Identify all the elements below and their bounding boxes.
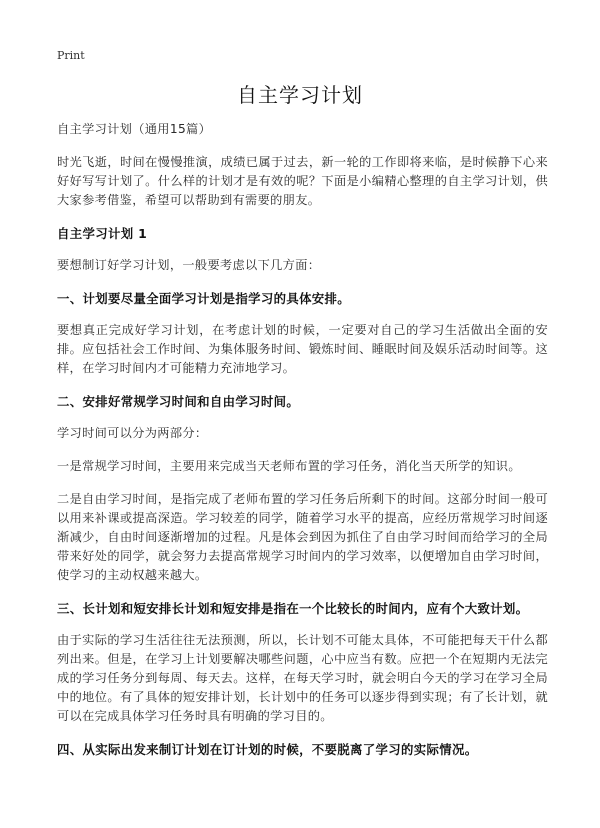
- document-subtitle: 自主学习计划（通用15篇）: [57, 122, 212, 136]
- page-title: 自主学习计划: [237, 83, 363, 107]
- paragraph-1: 要想真正完成好学习计划，在考虑计划的时候，一定要对自己的学习生活做出全面的安排。应包括社会工作时间、为集体服务时间、锻炼时间、睡眠时间及娱乐活动时间等。这样，在学习时间内才可能精力充沛地学习。: [57, 323, 548, 375]
- document-body: [57, 120, 548, 772]
- intro-paragraph: 时光飞逝，时间在慢慢推演，成绩已属于过去，新一轮的工作即将来临，是时候静下心来好好写写计划了。什么样的计划才是有效的呢？下面是小编精心整理的自主学习计划，供大家参考借鉴，希望可以帮助到有需要的朋友。: [57, 155, 548, 207]
- print-label: Print: [57, 49, 85, 62]
- paragraph-3: 一是常规学习时间，主要用来完成当天老师布置的学习任务，消化当天所学的知识。: [57, 459, 521, 473]
- heading-1: 一、计划要尽量全面学习计划是指学习的具体安排。: [57, 291, 351, 306]
- paragraph-2: 学习时间可以分为两部分：: [57, 426, 208, 440]
- paragraph-5: 由于实际的学习生活往往无法预测，所以，长计划不可能太具体，不可能把每天干什么都列出来。但是，在学习上计划要解决哪些问题，心中应当有数。应把一个在短期内无法完成的学习任务分到每周、每天去。这样，在每天学习时，就会明白今天的学习在学习全局中的地位。有了具体的短安排计划，长计划中的任务可以逐步得到实现；有了长计划，就可以在完成具体学习任务时具有明确的学习目的。: [57, 633, 548, 723]
- lead-paragraph: 要想制订好学习计划，一般要考虑以下几方面：: [57, 258, 321, 272]
- paragraph-4: 二是自由学习时间，是指完成了老师布置的学习任务后所剩下的时间。这部分时间一般可以用来补课或提高深造。学习较差的同学，随着学习水平的提高，应经历常规学习时间逐渐减少，自由时间逐渐增加的过程。凡是体会到因为抓住了自由学习时间而给学习的全局带来好处的同学，就会努力去提高常规学习时间内的学习效率，以便增加自由学习时间，使学习的主动权越来越大。: [57, 492, 548, 582]
- heading-4: 四、从实际出发来制订计划在订计划的时候，不要脱离了学习的实际情况。: [57, 742, 478, 757]
- heading-2: 二、安排好常规学习时间和自由学习时间。: [57, 394, 300, 409]
- heading-3: 三、长计划和短安排长计划和短安排是指在一个比较长的时间内，应有个大致计划。: [57, 601, 529, 616]
- section-heading: 自主学习计划 1: [57, 226, 148, 241]
